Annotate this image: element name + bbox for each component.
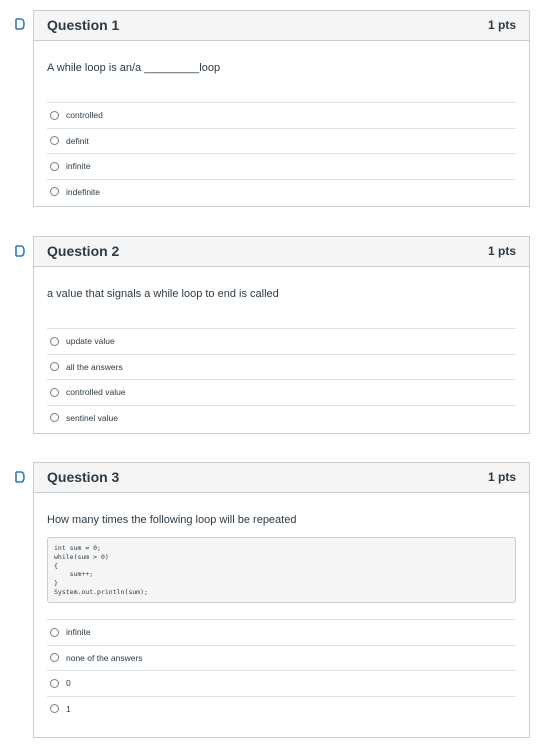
answer-label: definit [66, 135, 89, 146]
radio-button[interactable] [50, 388, 59, 397]
radio-button[interactable] [50, 111, 59, 120]
answer-label: sentinel value [66, 412, 118, 423]
question-header [34, 463, 529, 493]
answer-option[interactable] [47, 696, 516, 722]
flag-question-icon[interactable] [13, 470, 27, 484]
answer-label: infinite [66, 627, 91, 638]
question-points: 1 pts [487, 470, 516, 484]
radio-button[interactable] [50, 628, 59, 637]
question-2 [33, 236, 530, 434]
question-title: Question 2 [47, 243, 120, 259]
answer-label: indefinite [66, 186, 101, 197]
answer-list [47, 619, 516, 721]
question-text: A while loop is an/a _________loop [47, 62, 221, 74]
radio-button[interactable] [50, 136, 59, 145]
code-line: System.out.println(sum); [54, 587, 148, 596]
radio-button[interactable] [50, 413, 59, 422]
code-line: sum++; [54, 570, 94, 579]
radio-button[interactable] [50, 187, 59, 196]
answer-option[interactable] [47, 179, 516, 205]
code-line: } [54, 579, 58, 588]
answer-label: controlled [66, 110, 103, 121]
question-1 [33, 10, 530, 207]
question-title: Question 1 [47, 17, 120, 33]
question-header [34, 237, 529, 267]
answer-option[interactable] [47, 645, 516, 671]
radio-button[interactable] [50, 162, 59, 171]
answer-option[interactable] [47, 153, 516, 179]
answer-label: update value [66, 336, 115, 347]
answer-option[interactable] [47, 619, 516, 645]
answer-option[interactable] [47, 102, 516, 128]
answer-option[interactable] [47, 379, 516, 405]
question-points: 1 pts [487, 244, 516, 258]
answer-label: 0 [66, 678, 71, 689]
question-text: How many times the following loop will be repeated [47, 514, 297, 526]
answer-option[interactable] [47, 354, 516, 380]
answer-label: controlled value [66, 387, 126, 398]
flag-question-icon[interactable] [13, 17, 27, 31]
question-body [34, 514, 529, 721]
answer-option[interactable] [47, 405, 516, 431]
code-line: int sum = 0; [54, 544, 101, 552]
question-header [34, 11, 529, 41]
question-3 [33, 462, 530, 738]
answer-option[interactable] [47, 128, 516, 154]
question-text: a value that signals a while loop to end is called [47, 288, 279, 300]
question-title: Question 3 [47, 469, 120, 485]
answer-label: infinite [66, 161, 91, 172]
answer-label: 1 [66, 703, 71, 714]
radio-button[interactable] [50, 362, 59, 371]
radio-button[interactable] [50, 653, 59, 662]
code-line: { [54, 561, 58, 570]
flag-question-icon[interactable] [13, 244, 27, 258]
radio-button[interactable] [50, 704, 59, 713]
answer-list [47, 328, 516, 430]
answer-list [47, 102, 516, 204]
answer-option[interactable] [47, 670, 516, 696]
answer-label: all the answers [66, 361, 123, 372]
question-points: 1 pts [487, 18, 516, 32]
code-line: while(sum > 0) [54, 552, 109, 561]
answer-label: none of the answers [66, 652, 143, 663]
code-block [47, 537, 516, 603]
answer-option[interactable] [47, 328, 516, 354]
radio-button[interactable] [50, 679, 59, 688]
question-body [34, 62, 529, 204]
question-body [34, 288, 529, 430]
radio-button[interactable] [50, 337, 59, 346]
